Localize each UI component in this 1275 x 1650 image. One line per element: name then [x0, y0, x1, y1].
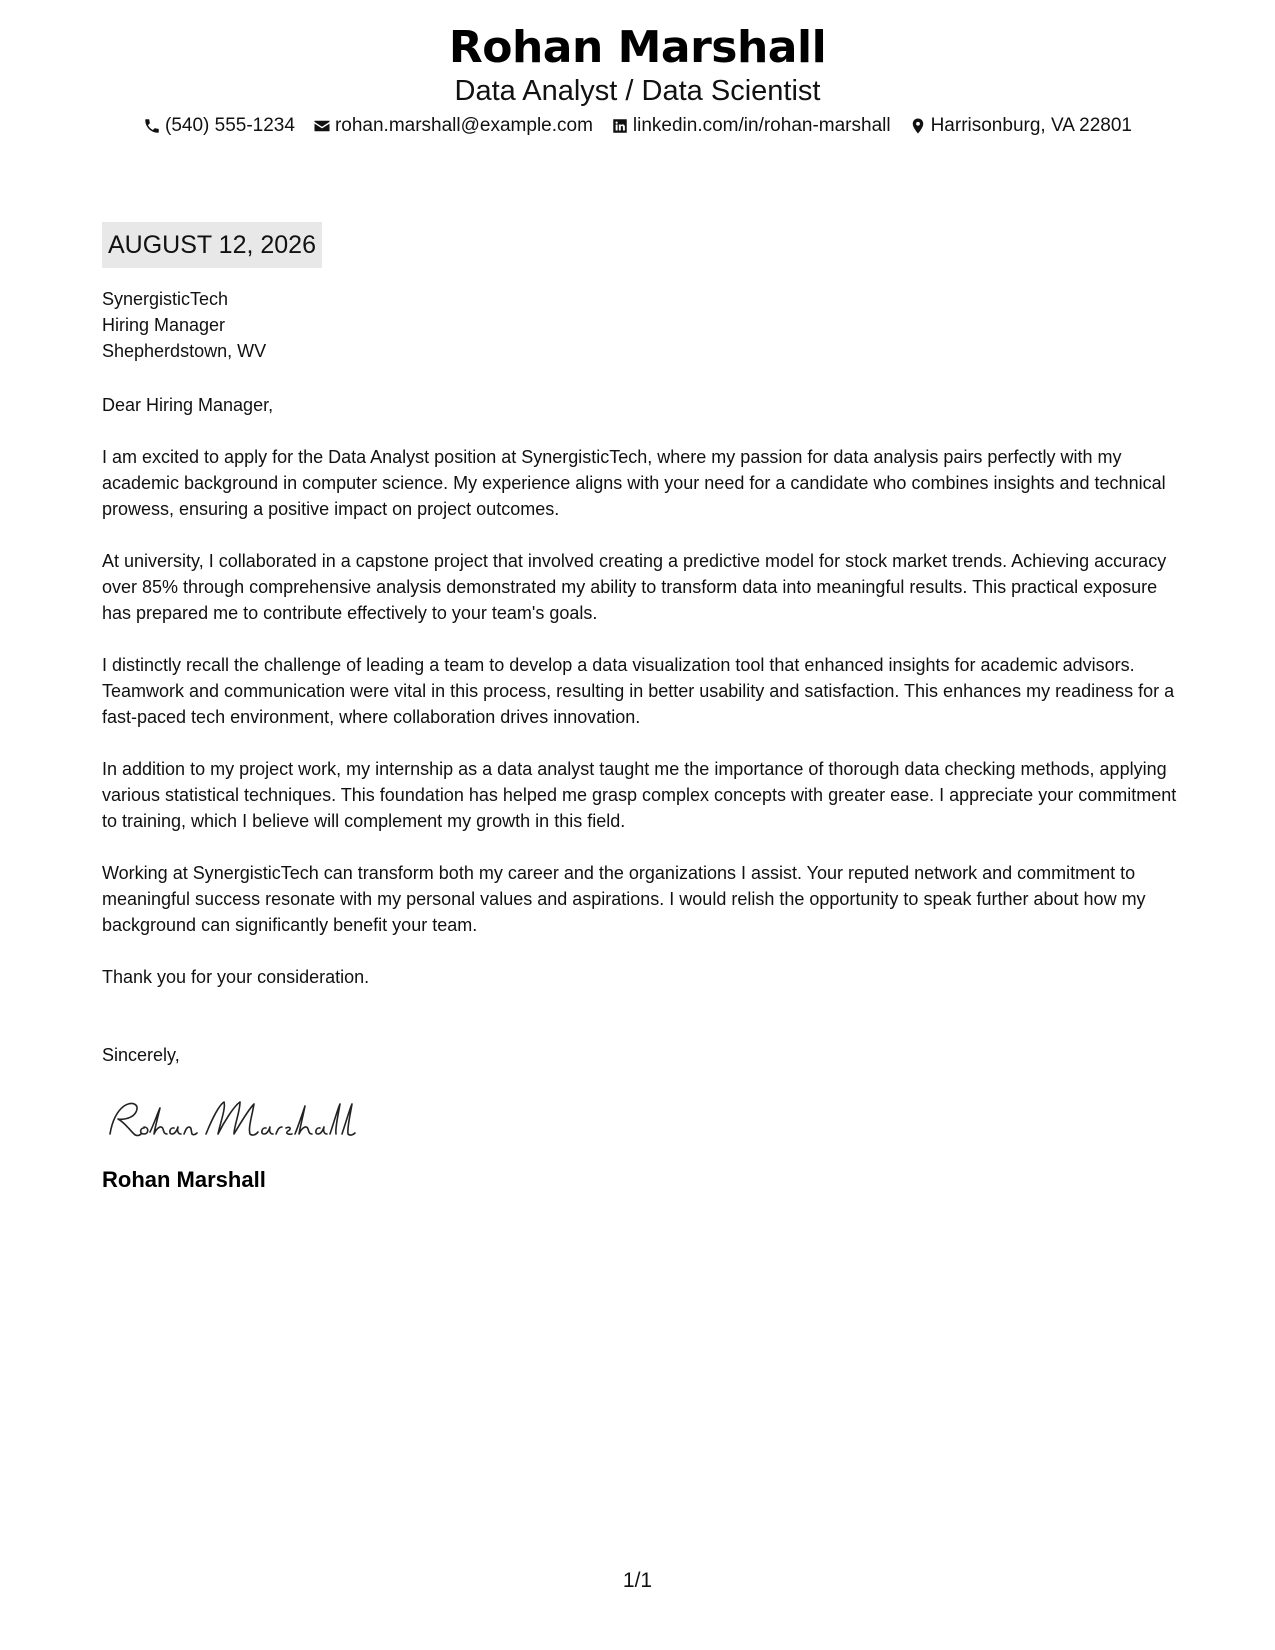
recipient-location: Shepherdstown, WV — [102, 341, 267, 361]
handwritten-signature — [102, 1094, 362, 1144]
envelope-icon — [313, 117, 331, 135]
body-paragraph: Working at SynergisticTech can transform both my career and the organizations I assist. Your reputed network and commitment to meaningful success resonate with my personal values and aspirations. I would relish the opportunity to speak further about how my background can significantly benefit your team. — [102, 863, 1146, 935]
page-number: 1/1 — [622, 1569, 653, 1592]
body-paragraph: I distinctly recall the challenge of leading a team to develop a data visualization tool that enhanced insights for academic advisors. Teamwork and communication were vital in this process, resulting in better usability and satisfaction. This enhances my readiness for a fast-paced tech environment, where collaboration drives innovation. — [102, 655, 1175, 727]
contact-linkedin[interactable] — [611, 114, 891, 138]
letter-body — [102, 286, 1182, 1195]
letter-header — [0, 22, 1275, 138]
thanks-line: Thank you for your consideration. — [102, 967, 370, 987]
recipient-block — [102, 286, 1182, 364]
applicant-name: Rohan Marshall — [448, 22, 827, 73]
location-text: Harrisonburg, VA 22801 — [930, 115, 1132, 136]
closing-line: Sincerely, — [102, 1045, 180, 1065]
phone-icon — [143, 117, 161, 135]
salutation: Dear Hiring Manager, — [102, 395, 274, 415]
job-title: Data Analyst / Data Scientist — [454, 75, 821, 107]
recipient-role: Hiring Manager — [102, 315, 226, 335]
body-paragraph: I am excited to apply for the Data Analyst position at SynergisticTech, where my passion for data analysis pairs perfectly with my academic background in computer science. My experience aligns with your need for a candidate who combines insights and technical prowess, ensuring a positive impact on project outcomes. — [102, 447, 1166, 519]
recipient-company: SynergisticTech — [102, 289, 229, 309]
contact-phone — [143, 114, 295, 138]
map-marker-icon — [909, 117, 927, 135]
linkedin-icon — [611, 117, 629, 135]
linkedin-text: linkedin.com/in/rohan-marshall — [632, 115, 891, 136]
email-text: rohan.marshall@example.com — [334, 115, 593, 136]
contact-location — [909, 114, 1132, 138]
letter-date: AUGUST 12, 2026 — [102, 222, 322, 268]
phone-text: (540) 555-1234 — [165, 115, 295, 136]
contact-email[interactable] — [313, 114, 593, 138]
body-paragraph: In addition to my project work, my internship as a data analyst taught me the importance of thorough data checking methods, applying various statistical techniques. This foundation has helped me grasp complex concepts with greater ease. I appreciate your commitment to training, which I believe will complement my growth in this field. — [102, 759, 1177, 831]
signer-name: Rohan Marshall — [102, 1167, 266, 1192]
contact-row — [0, 114, 1275, 138]
body-paragraph: At university, I collaborated in a capstone project that involved creating a predictive model for stock market trends. Achieving accuracy over 85% through comprehensive analysis demonstrated my ability to transform data into meaningful results. This practical exposure has prepared me to contribute effectively to your team's goals. — [102, 551, 1167, 623]
